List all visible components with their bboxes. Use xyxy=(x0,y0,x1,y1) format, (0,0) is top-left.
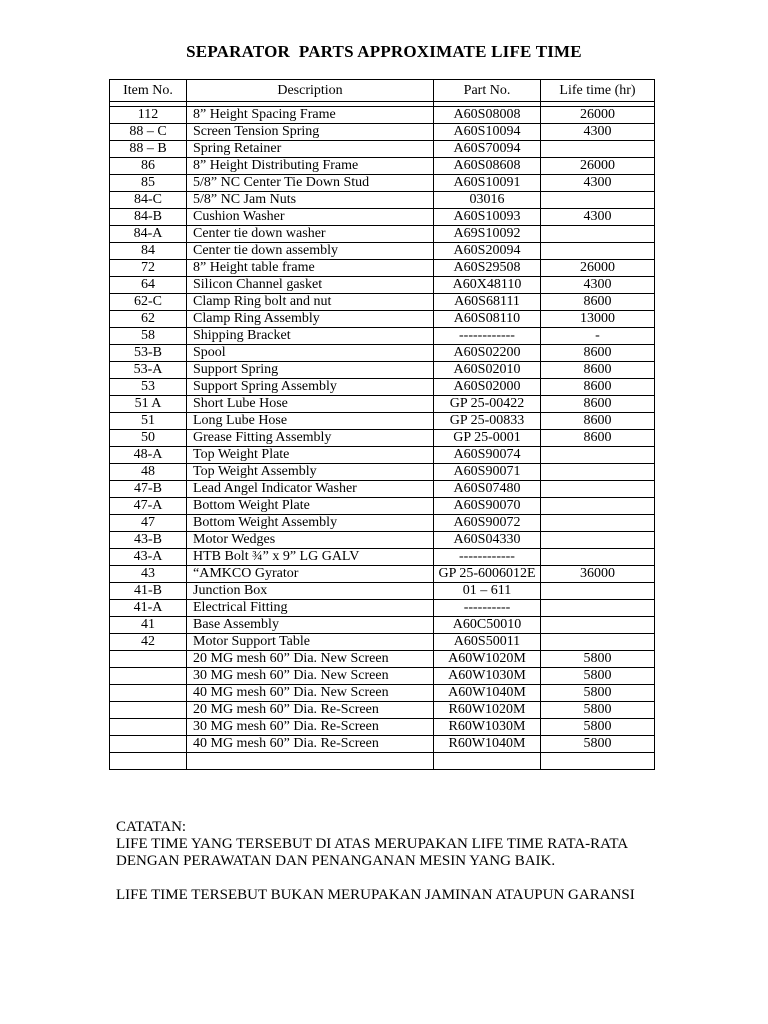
cell-life-time xyxy=(541,141,655,158)
table-row xyxy=(110,311,655,328)
cell-item-no: 42 xyxy=(110,634,187,651)
cell-part-no: A60C50010 xyxy=(434,617,541,634)
cell-life-time xyxy=(541,447,655,464)
table-row xyxy=(110,396,655,413)
table-row xyxy=(110,107,655,124)
table-row xyxy=(110,345,655,362)
cell-part-no: A60S29508 xyxy=(434,260,541,277)
cell-life-time: 26000 xyxy=(541,260,655,277)
cell-description: Bottom Weight Assembly xyxy=(187,515,434,532)
cell-life-time xyxy=(541,600,655,617)
cell-part-no: ---------- xyxy=(434,600,541,617)
table-row xyxy=(110,481,655,498)
cell-description: Spring Retainer xyxy=(187,141,434,158)
header-part-no: Part No. xyxy=(434,80,541,102)
cell-item-no: 48 xyxy=(110,464,187,481)
table-row xyxy=(110,702,655,719)
table-row xyxy=(110,583,655,600)
cell-description: 8” Height Distributing Frame xyxy=(187,158,434,175)
cell-description: Long Lube Hose xyxy=(187,413,434,430)
cell-item-no: 84-C xyxy=(110,192,187,209)
table-row xyxy=(110,328,655,345)
cell-part-no: GP 25-6006012E xyxy=(434,566,541,583)
cell-description: “AMKCO Gyrator xyxy=(187,566,434,583)
cell-item-no: 51 xyxy=(110,413,187,430)
cell-life-time: 4300 xyxy=(541,277,655,294)
cell-item-no: 51 A xyxy=(110,396,187,413)
cell-description: 30 MG mesh 60” Dia. Re-Screen xyxy=(187,719,434,736)
cell-description: Cushion Washer xyxy=(187,209,434,226)
cell-life-time xyxy=(541,634,655,651)
cell-life-time xyxy=(541,464,655,481)
table-row xyxy=(110,464,655,481)
cell-item-no: 47 xyxy=(110,515,187,532)
table-row xyxy=(110,209,655,226)
cell-part-no: A60S02200 xyxy=(434,345,541,362)
cell-life-time xyxy=(541,481,655,498)
cell-part-no: A60S02000 xyxy=(434,379,541,396)
table-row xyxy=(110,685,655,702)
cell-description: Grease Fitting Assembly xyxy=(187,430,434,447)
header-item-no: Item No. xyxy=(110,80,187,102)
cell-description: 30 MG mesh 60” Dia. New Screen xyxy=(187,668,434,685)
cell-description: 8” Height table frame xyxy=(187,260,434,277)
cell-part-no: R60W1030M xyxy=(434,719,541,736)
table-body xyxy=(110,102,655,770)
cell-life-time xyxy=(541,753,655,770)
table-row xyxy=(110,736,655,753)
table-row xyxy=(110,532,655,549)
cell-description: 8” Height Spacing Frame xyxy=(187,107,434,124)
cell-description: Bottom Weight Plate xyxy=(187,498,434,515)
table-row xyxy=(110,379,655,396)
cell-life-time: 5800 xyxy=(541,651,655,668)
cell-description: 40 MG mesh 60” Dia. Re-Screen xyxy=(187,736,434,753)
cell-part-no: 01 – 611 xyxy=(434,583,541,600)
cell-life-time: 8600 xyxy=(541,413,655,430)
cell-part-no: A69S10092 xyxy=(434,226,541,243)
table-row xyxy=(110,362,655,379)
cell-item-no xyxy=(110,668,187,685)
table-row xyxy=(110,668,655,685)
cell-life-time: 8600 xyxy=(541,379,655,396)
cell-life-time xyxy=(541,226,655,243)
table-row xyxy=(110,430,655,447)
cell-description: Top Weight Plate xyxy=(187,447,434,464)
notes-spacer xyxy=(116,870,636,887)
notes-line-2: DENGAN PERAWATAN DAN PENANGANAN MESIN YANG BAIK. xyxy=(116,853,556,869)
cell-item-no xyxy=(110,685,187,702)
cell-item-no: 47-B xyxy=(110,481,187,498)
cell-description: 20 MG mesh 60” Dia. New Screen xyxy=(187,651,434,668)
cell-part-no: GP 25-00422 xyxy=(434,396,541,413)
cell-item-no xyxy=(110,736,187,753)
cell-item-no: 41-B xyxy=(110,583,187,600)
cell-description: Clamp Ring bolt and nut xyxy=(187,294,434,311)
cell-part-no: A60S90074 xyxy=(434,447,541,464)
cell-part-no: A60S10093 xyxy=(434,209,541,226)
cell-item-no: 88 – C xyxy=(110,124,187,141)
parts-table xyxy=(109,79,655,770)
table-row xyxy=(110,447,655,464)
table-row xyxy=(110,549,655,566)
cell-part-no: A60S04330 xyxy=(434,532,541,549)
cell-item-no: 41 xyxy=(110,617,187,634)
cell-part-no: A60S90070 xyxy=(434,498,541,515)
cell-life-time: 8600 xyxy=(541,362,655,379)
cell-item-no: 85 xyxy=(110,175,187,192)
notes-line-1: LIFE TIME YANG TERSEBUT DI ATAS MERUPAKAN LIFE TIME RATA-RATA xyxy=(116,836,629,852)
table-row xyxy=(110,566,655,583)
table-row xyxy=(110,277,655,294)
cell-description: Motor Wedges xyxy=(187,532,434,549)
cell-description xyxy=(187,753,434,770)
table-row xyxy=(110,226,655,243)
cell-part-no: A60S10091 xyxy=(434,175,541,192)
cell-description: Screen Tension Spring xyxy=(187,124,434,141)
cell-item-no xyxy=(110,753,187,770)
cell-item-no xyxy=(110,702,187,719)
cell-part-no: A60S90072 xyxy=(434,515,541,532)
table-row xyxy=(110,124,655,141)
cell-description: Electrical Fitting xyxy=(187,600,434,617)
cell-description: 20 MG mesh 60” Dia. Re-Screen xyxy=(187,702,434,719)
cell-description: Silicon Channel gasket xyxy=(187,277,434,294)
cell-part-no: A60S70094 xyxy=(434,141,541,158)
cell-item-no: 47-A xyxy=(110,498,187,515)
cell-part-no: GP 25-00833 xyxy=(434,413,541,430)
table-row xyxy=(110,413,655,430)
table-header-row xyxy=(110,80,655,102)
cell-part-no: A60S08608 xyxy=(434,158,541,175)
cell-item-no: 43-B xyxy=(110,532,187,549)
table-row xyxy=(110,634,655,651)
cell-life-time: 36000 xyxy=(541,566,655,583)
cell-description: Center tie down washer xyxy=(187,226,434,243)
table-row xyxy=(110,515,655,532)
notes-line-3: LIFE TIME TERSEBUT BUKAN MERUPAKAN JAMINAN ATAUPUN GARANSI xyxy=(116,887,635,903)
cell-item-no xyxy=(110,719,187,736)
cell-part-no: A60W1030M xyxy=(434,668,541,685)
cell-item-no: 62-C xyxy=(110,294,187,311)
cell-item-no: 58 xyxy=(110,328,187,345)
cell-part-no: A60S08008 xyxy=(434,107,541,124)
cell-life-time: 4300 xyxy=(541,209,655,226)
cell-description: Spool xyxy=(187,345,434,362)
cell-description: 5/8” NC Jam Nuts xyxy=(187,192,434,209)
cell-life-time: 8600 xyxy=(541,396,655,413)
table-row xyxy=(110,294,655,311)
cell-part-no: A60S20094 xyxy=(434,243,541,260)
cell-description: Support Spring xyxy=(187,362,434,379)
cell-description: Shipping Bracket xyxy=(187,328,434,345)
cell-description: 40 MG mesh 60” Dia. New Screen xyxy=(187,685,434,702)
cell-item-no: 43 xyxy=(110,566,187,583)
cell-part-no: A60S90071 xyxy=(434,464,541,481)
cell-item-no: 64 xyxy=(110,277,187,294)
cell-part-no: A60S10094 xyxy=(434,124,541,141)
table-row xyxy=(110,175,655,192)
cell-life-time: 26000 xyxy=(541,158,655,175)
cell-life-time: 5800 xyxy=(541,719,655,736)
cell-item-no: 53-A xyxy=(110,362,187,379)
cell-life-time: 4300 xyxy=(541,124,655,141)
header-description: Description xyxy=(187,80,434,102)
cell-description: Center tie down assembly xyxy=(187,243,434,260)
cell-item-no: 53-B xyxy=(110,345,187,362)
cell-item-no: 84 xyxy=(110,243,187,260)
cell-item-no: 112 xyxy=(110,107,187,124)
cell-item-no: 86 xyxy=(110,158,187,175)
cell-item-no: 88 – B xyxy=(110,141,187,158)
cell-part-no: A60X48110 xyxy=(434,277,541,294)
cell-description: Lead Angel Indicator Washer xyxy=(187,481,434,498)
table-row xyxy=(110,719,655,736)
table-row xyxy=(110,651,655,668)
cell-life-time: 8600 xyxy=(541,430,655,447)
cell-item-no: 53 xyxy=(110,379,187,396)
cell-life-time xyxy=(541,243,655,260)
cell-life-time: 5800 xyxy=(541,668,655,685)
cell-life-time: 8600 xyxy=(541,345,655,362)
table-row xyxy=(110,617,655,634)
cell-description: Junction Box xyxy=(187,583,434,600)
cell-part-no: 03016 xyxy=(434,192,541,209)
notes-heading: CATATAN: xyxy=(116,819,187,835)
table-row xyxy=(110,141,655,158)
cell-item-no: 48-A xyxy=(110,447,187,464)
table-row xyxy=(110,753,655,770)
cell-description: Base Assembly xyxy=(187,617,434,634)
cell-description: Clamp Ring Assembly xyxy=(187,311,434,328)
cell-life-time: 13000 xyxy=(541,311,655,328)
cell-part-no: A60S68111 xyxy=(434,294,541,311)
cell-description: Top Weight Assembly xyxy=(187,464,434,481)
cell-life-time xyxy=(541,192,655,209)
table-row xyxy=(110,158,655,175)
cell-item-no: 43-A xyxy=(110,549,187,566)
cell-part-no: A60W1020M xyxy=(434,651,541,668)
cell-life-time xyxy=(541,617,655,634)
cell-part-no: A60S50011 xyxy=(434,634,541,651)
cell-description: Motor Support Table xyxy=(187,634,434,651)
cell-part-no: ------------ xyxy=(434,549,541,566)
cell-part-no: GP 25-0001 xyxy=(434,430,541,447)
cell-description: 5/8” NC Center Tie Down Stud xyxy=(187,175,434,192)
cell-life-time: 8600 xyxy=(541,294,655,311)
cell-life-time xyxy=(541,549,655,566)
cell-item-no: 50 xyxy=(110,430,187,447)
table-row xyxy=(110,243,655,260)
cell-part-no: ------------ xyxy=(434,328,541,345)
cell-part-no: A60S02010 xyxy=(434,362,541,379)
cell-part-no: A60S08110 xyxy=(434,311,541,328)
cell-description: Support Spring Assembly xyxy=(187,379,434,396)
cell-description: HTB Bolt ¾” x 9” LG GALV xyxy=(187,549,434,566)
cell-life-time: 5800 xyxy=(541,736,655,753)
cell-item-no: 72 xyxy=(110,260,187,277)
cell-life-time: 5800 xyxy=(541,702,655,719)
cell-life-time: 5800 xyxy=(541,685,655,702)
cell-life-time: - xyxy=(541,328,655,345)
cell-life-time xyxy=(541,532,655,549)
cell-description: Short Lube Hose xyxy=(187,396,434,413)
cell-part-no: R60W1020M xyxy=(434,702,541,719)
cell-part-no: A60S07480 xyxy=(434,481,541,498)
cell-life-time: 4300 xyxy=(541,175,655,192)
table-row xyxy=(110,600,655,617)
header-life-time: Life time (hr) xyxy=(541,80,655,102)
cell-part-no: A60W1040M xyxy=(434,685,541,702)
document-title: SEPARATOR PARTS APPROXIMATE LIFE TIME xyxy=(186,42,582,61)
cell-item-no: 84-A xyxy=(110,226,187,243)
cell-life-time xyxy=(541,515,655,532)
cell-life-time xyxy=(541,583,655,600)
table-row xyxy=(110,260,655,277)
cell-item-no xyxy=(110,651,187,668)
cell-item-no: 41-A xyxy=(110,600,187,617)
cell-item-no: 62 xyxy=(110,311,187,328)
cell-life-time: 26000 xyxy=(541,107,655,124)
notes-section xyxy=(116,819,636,904)
cell-item-no: 84-B xyxy=(110,209,187,226)
cell-life-time xyxy=(541,498,655,515)
table-row xyxy=(110,192,655,209)
cell-part-no: R60W1040M xyxy=(434,736,541,753)
table-row xyxy=(110,498,655,515)
cell-part-no xyxy=(434,753,541,770)
